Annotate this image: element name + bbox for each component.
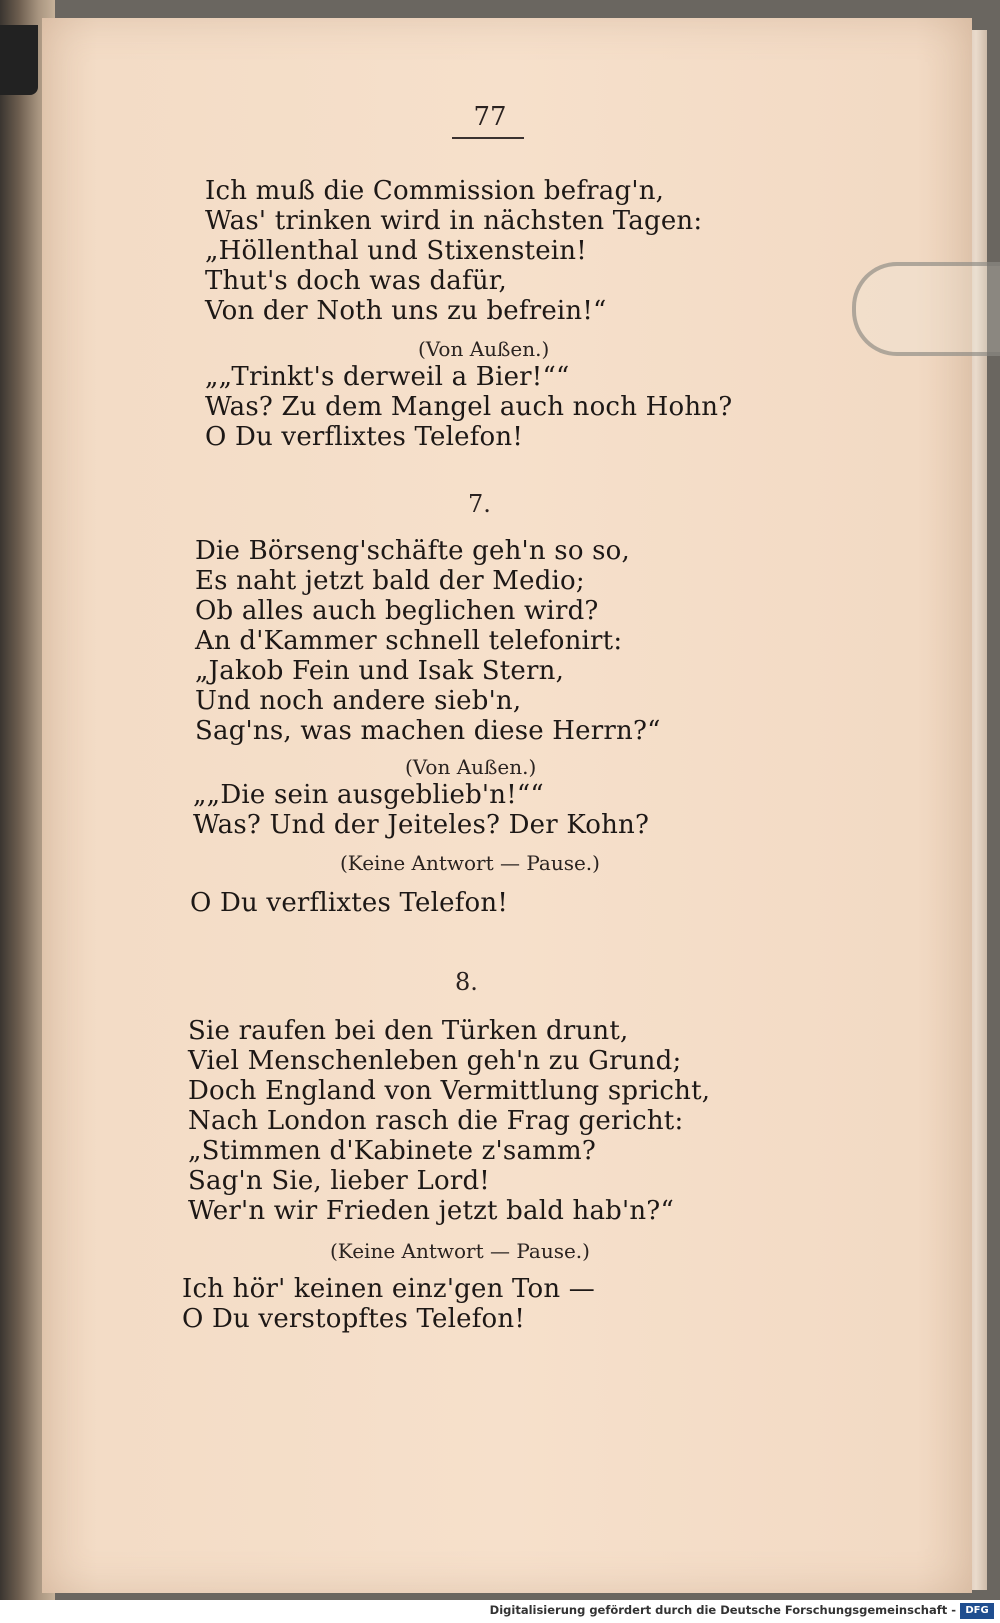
verse-line: „„Trinkt's derweil a Bier!““: [205, 362, 570, 392]
stanza-7-middle: [193, 780, 649, 840]
stage-direction: (Keine Antwort — Pause.): [330, 1239, 590, 1263]
verse-line: „Stimmen d'Kabinete z'samm?: [188, 1136, 596, 1166]
book-spine: [0, 25, 38, 95]
stanza-7: [195, 536, 661, 746]
verse-line: Sag'ns, was machen diese Herrn?“: [195, 716, 661, 746]
verse-line: O Du verstopftes Telefon!: [182, 1304, 525, 1334]
stage-direction: (Von Außen.): [405, 755, 537, 779]
verse-line: Wer'n wir Frieden jetzt bald hab'n?“: [188, 1196, 674, 1226]
dfg-logo-icon: DFG: [960, 1603, 994, 1619]
verse-line: Sie raufen bei den Türken drunt,: [188, 1016, 629, 1046]
page-number-rule: [452, 137, 524, 139]
stage-direction: (Keine Antwort — Pause.): [340, 851, 600, 875]
verse-line: Ich muß die Commission befrag'n,: [205, 176, 665, 206]
stanza-8: [188, 1016, 710, 1226]
verse-line: Nach London rasch die Frag gericht:: [188, 1106, 684, 1136]
verse-line: Es naht jetzt bald der Medio;: [195, 566, 585, 596]
stanza-7-end: [190, 888, 508, 918]
section-number: 8.: [455, 968, 478, 996]
stage-direction: (Von Außen.): [418, 337, 550, 361]
verse-line: O Du verflixtes Telefon!: [205, 422, 523, 452]
stanza-1: [205, 176, 702, 326]
verse-line: Was? Zu dem Mangel auch noch Hohn?: [205, 392, 733, 422]
digitization-footer: [0, 1600, 1000, 1623]
verse-line: „Höllenthal und Stixenstein!: [205, 236, 587, 266]
verse-line: Viel Menschenleben geh'n zu Grund;: [188, 1046, 682, 1076]
stanza-1-end: [205, 362, 732, 452]
page-clip-icon: [852, 262, 1000, 356]
verse-line: Und noch andere sieb'n,: [195, 686, 522, 716]
verse-line: Sag'n Sie, lieber Lord!: [188, 1166, 490, 1196]
verse-line: O Du verflixtes Telefon!: [190, 888, 508, 918]
verse-line: Ich hör' keinen einz'gen Ton —: [182, 1274, 595, 1304]
verse-line: „„Die sein ausgeblieb'n!““: [193, 780, 544, 810]
verse-line: Was' trinken wird in nächsten Tagen:: [205, 206, 703, 236]
section-number: 7.: [468, 490, 491, 518]
verse-line: Von der Noth uns zu befrein!“: [205, 296, 607, 326]
stanza-8-end: [182, 1274, 595, 1334]
verse-line: Was? Und der Jeiteles? Der Kohn?: [193, 810, 650, 840]
funding-notice: Digitalisierung gefördert durch die Deutsche Forschungsgemeinschaft -: [489, 1603, 956, 1617]
verse-line: Doch England von Vermittlung spricht,: [188, 1076, 711, 1106]
verse-line: Thut's doch was dafür,: [205, 266, 508, 296]
verse-line: Ob alles auch beglichen wird?: [195, 596, 599, 626]
verse-line: „Jakob Fein und Isak Stern,: [195, 656, 565, 686]
page-number: 77: [473, 102, 507, 132]
verse-line: An d'Kammer schnell telefonirt:: [195, 626, 623, 656]
verse-line: Die Börseng'schäfte geh'n so so,: [195, 536, 630, 566]
